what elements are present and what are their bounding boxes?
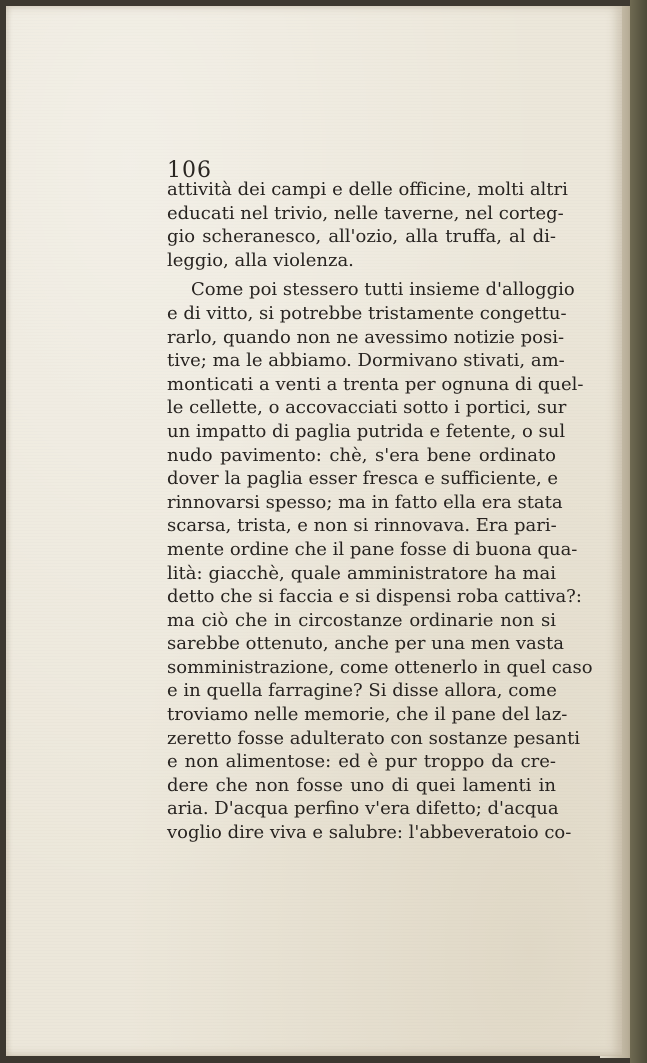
text-line: dere che non fosse uno di quei lamenti in [167, 774, 556, 796]
text-line: e di vitto, si potrebbe tristamente congettu- [167, 302, 567, 324]
page-number: 106 [167, 158, 212, 183]
text-line: tive; ma le abbiamo. Dormivano stivati, am- [167, 350, 565, 372]
book-cover-edge [630, 0, 647, 1063]
text-line: lità: giacchè, quale amministratore ha mai [167, 562, 556, 584]
text-line: e non alimentose: ed è pur troppo da cre- [167, 751, 556, 773]
text-line: le cellette, o accovacciati sotto i portici, sur [167, 397, 567, 419]
text-line: sarebbe ottenuto, anche per una men vasta [167, 633, 564, 655]
text-line: gio scheranesco, all'ozio, alla truffa, al di- [167, 226, 556, 248]
text-line: scarsa, trista, e non si rinnovava. Era pari- [167, 515, 557, 537]
body-text [167, 178, 593, 845]
text-line: zeretto fosse adulterato con sostanze pesanti [167, 727, 581, 749]
text-line: educati nel trivio, nelle taverne, nel corteg- [167, 202, 564, 224]
text-line: un impatto di paglia putrida e fetente, o sul [167, 420, 566, 442]
text-line: mente ordine che il pane fosse di buona qua- [167, 538, 578, 560]
text-line: aria. D'acqua perfino v'era difetto; d'acqua [167, 798, 559, 820]
text-line: rarlo, quando non ne avessimo notizie posi- [167, 326, 565, 348]
text-line: Come poi stessero tutti insieme d'alloggio [191, 279, 575, 301]
text-line: voglio dire viva e salubre: l'abbeveratoio co- [167, 822, 572, 844]
text-line: leggio, alla violenza. [167, 249, 354, 271]
text-line: nudo pavimento: chè, s'era bene ordinato [167, 444, 556, 466]
text-line: dover la paglia esser fresca e sufficiente, e [167, 468, 559, 490]
text-line: monticati a venti a trenta per ognuna di quel- [167, 373, 584, 395]
text-line: detto che si faccia e si dispensi roba cattiva?: [167, 586, 582, 608]
text-line: rinnovarsi spesso; ma in fatto ella era stata [167, 491, 563, 513]
text-line: attività dei campi e delle officine, molti altri [167, 179, 568, 200]
text-line: troviamo nelle memorie, che il pane del laz- [167, 704, 568, 726]
text-line: somministrazione, come ottenerlo in quel caso [167, 656, 593, 678]
text-line: ma ciò che in circostanze ordinarie non si [167, 609, 556, 631]
text-line: e in quella farragine? Si disse allora, come [167, 680, 557, 702]
